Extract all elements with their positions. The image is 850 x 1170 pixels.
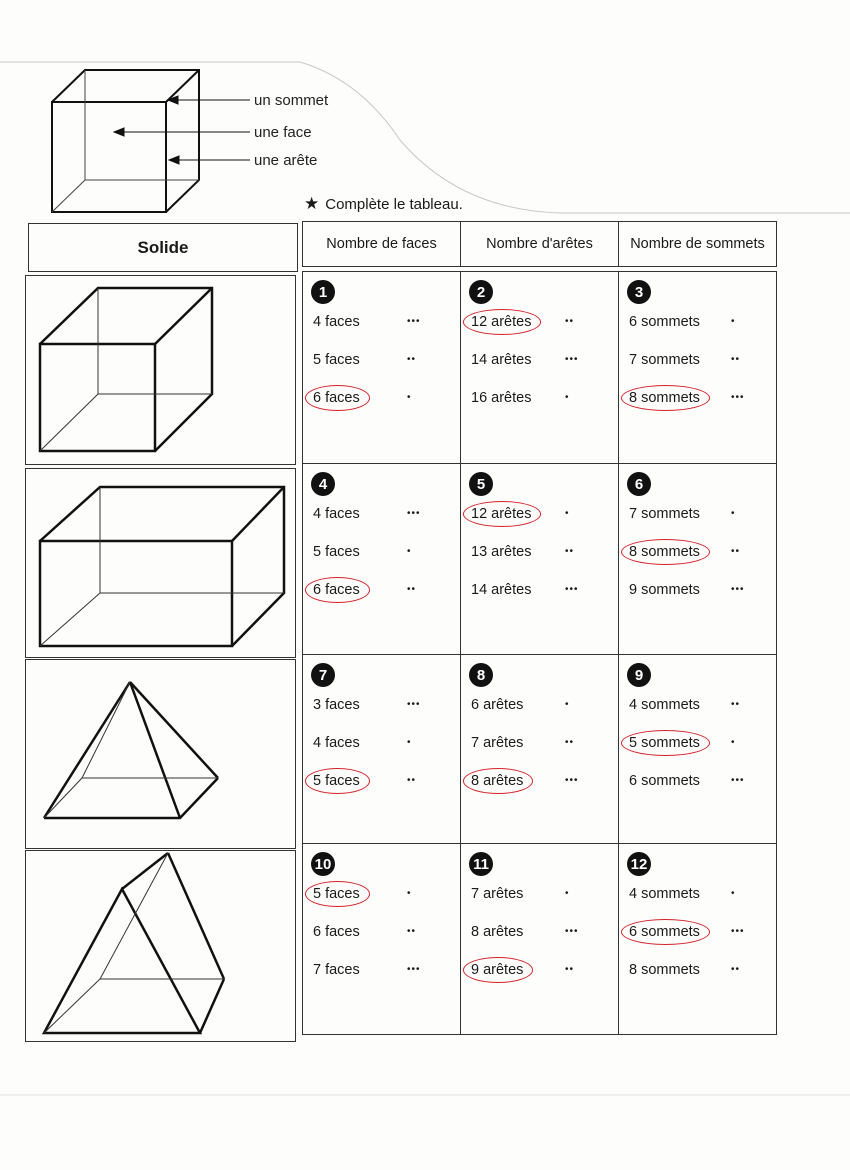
difficulty-dots: ••• bbox=[731, 926, 745, 937]
solid-cell-square-pyramid bbox=[25, 659, 296, 849]
difficulty-dots: ••• bbox=[565, 354, 579, 365]
edges-column-header: Nombre d'arêtes bbox=[460, 222, 618, 266]
legend-cube-icon bbox=[40, 60, 280, 230]
instruction bbox=[304, 194, 463, 214]
difficulty-dots: ••• bbox=[731, 775, 745, 786]
answer-option-circled[interactable] bbox=[311, 579, 459, 601]
difficulty-dots: ••• bbox=[407, 316, 421, 327]
answer-option-label: 6 sommets bbox=[629, 924, 700, 940]
difficulty-dots: •• bbox=[565, 964, 575, 975]
difficulty-dots: • bbox=[407, 737, 412, 748]
answer-option[interactable] bbox=[311, 732, 459, 754]
answer-option-label: 14 arêtes bbox=[471, 352, 532, 368]
answer-option[interactable] bbox=[311, 349, 459, 371]
answer-option[interactable] bbox=[627, 883, 775, 905]
grid-row-2 bbox=[302, 463, 777, 655]
legend-vertex-label: un sommet bbox=[254, 92, 329, 109]
question-cell-edges bbox=[460, 464, 618, 654]
difficulty-dots: •• bbox=[407, 775, 417, 786]
question-number-badge: 1 bbox=[311, 280, 335, 304]
answer-option-label: 6 sommets bbox=[629, 314, 700, 330]
answer-option-label: 5 faces bbox=[313, 886, 360, 902]
difficulty-dots: • bbox=[731, 508, 736, 519]
answer-option[interactable] bbox=[469, 694, 617, 716]
answer-option-circled[interactable] bbox=[627, 732, 775, 754]
question-number-badge: 9 bbox=[627, 663, 651, 687]
answer-option-circled[interactable] bbox=[311, 387, 459, 409]
grid-row-1 bbox=[302, 271, 777, 464]
question-number-badge: 12 bbox=[627, 852, 651, 876]
solid-column-header: Solide bbox=[28, 223, 298, 272]
answer-option[interactable] bbox=[627, 311, 775, 333]
difficulty-dots: •• bbox=[565, 316, 575, 327]
instruction-text: Complète le tableau. bbox=[325, 196, 463, 213]
difficulty-dots: ••• bbox=[565, 775, 579, 786]
answer-option[interactable] bbox=[311, 503, 459, 525]
difficulty-dots: • bbox=[731, 888, 736, 899]
question-number-badge: 4 bbox=[311, 472, 335, 496]
answer-option-label: 16 arêtes bbox=[471, 390, 532, 406]
answer-option[interactable] bbox=[469, 387, 617, 409]
answer-option-circled[interactable] bbox=[469, 770, 617, 792]
question-cell-faces bbox=[303, 844, 460, 1034]
answer-option[interactable] bbox=[627, 579, 775, 601]
answer-option[interactable] bbox=[627, 770, 775, 792]
answer-option[interactable] bbox=[469, 921, 617, 943]
difficulty-dots: ••• bbox=[731, 584, 745, 595]
difficulty-dots: • bbox=[565, 392, 570, 403]
answer-option-label: 7 arêtes bbox=[471, 735, 524, 751]
question-cell-faces bbox=[303, 464, 460, 654]
difficulty-dots: •• bbox=[565, 737, 575, 748]
solid-cell-rectangular-prism bbox=[25, 468, 296, 658]
answer-option-label: 5 sommets bbox=[629, 735, 700, 751]
answer-option-label: 5 faces bbox=[313, 352, 360, 368]
difficulty-dots: ••• bbox=[407, 964, 421, 975]
answer-option[interactable] bbox=[311, 921, 459, 943]
question-number-badge: 5 bbox=[469, 472, 493, 496]
cube-icon bbox=[26, 276, 294, 463]
answer-option-circled[interactable] bbox=[311, 770, 459, 792]
answer-option-label: 9 sommets bbox=[629, 582, 700, 598]
difficulty-dots: ••• bbox=[731, 392, 745, 403]
answer-option-label: 13 arêtes bbox=[471, 544, 532, 560]
answer-option-label: 4 faces bbox=[313, 735, 360, 751]
question-number-badge: 7 bbox=[311, 663, 335, 687]
question-cell-edges bbox=[460, 655, 618, 843]
grid-row-4 bbox=[302, 843, 777, 1035]
answer-option-label: 7 sommets bbox=[629, 506, 700, 522]
answer-option-circled[interactable] bbox=[469, 311, 617, 333]
difficulty-dots: •• bbox=[565, 546, 575, 557]
question-number-badge: 6 bbox=[627, 472, 651, 496]
answer-option-label: 8 sommets bbox=[629, 962, 700, 978]
difficulty-dots: ••• bbox=[407, 508, 421, 519]
question-cell-vertices bbox=[618, 844, 776, 1034]
answer-option[interactable] bbox=[627, 503, 775, 525]
answer-option-label: 3 faces bbox=[313, 697, 360, 713]
answer-option-label: 5 faces bbox=[313, 773, 360, 789]
answer-option-circled[interactable] bbox=[469, 503, 617, 525]
question-cell-vertices bbox=[618, 272, 776, 463]
difficulty-dots: • bbox=[407, 546, 412, 557]
answer-option-label: 14 arêtes bbox=[471, 582, 532, 598]
answer-option[interactable] bbox=[469, 541, 617, 563]
answer-option-label: 8 arêtes bbox=[471, 924, 524, 940]
faces-column-header: Nombre de faces bbox=[326, 236, 437, 252]
question-number-badge: 3 bbox=[627, 280, 651, 304]
answer-option[interactable] bbox=[627, 694, 775, 716]
question-cell-faces bbox=[303, 655, 460, 843]
difficulty-dots: •• bbox=[407, 926, 417, 937]
answer-option[interactable] bbox=[469, 883, 617, 905]
answer-option-label: 4 faces bbox=[313, 314, 360, 330]
difficulty-dots: •• bbox=[407, 354, 417, 365]
difficulty-dots: ••• bbox=[565, 926, 579, 937]
legend-face-label: une face bbox=[254, 124, 312, 141]
question-cell-edges bbox=[460, 272, 618, 463]
legend-edge-label: une arête bbox=[254, 152, 318, 169]
answer-option-label: 4 faces bbox=[313, 506, 360, 522]
answer-option-label: 4 sommets bbox=[629, 697, 700, 713]
rectangular-prism-icon bbox=[26, 469, 294, 656]
answer-option[interactable] bbox=[311, 959, 459, 981]
question-cell-edges bbox=[460, 844, 618, 1034]
star-icon: ★ bbox=[304, 194, 320, 213]
question-cell-vertices bbox=[618, 464, 776, 654]
difficulty-dots: • bbox=[731, 737, 736, 748]
answer-option-label: 9 arêtes bbox=[471, 962, 524, 978]
difficulty-dots: • bbox=[407, 888, 412, 899]
difficulty-dots: • bbox=[731, 316, 736, 327]
answer-option-label: 6 faces bbox=[313, 924, 360, 940]
answer-option-label: 7 sommets bbox=[629, 352, 700, 368]
answer-option-label: 12 arêtes bbox=[471, 506, 532, 522]
answer-option-label: 4 sommets bbox=[629, 886, 700, 902]
answer-option-label: 7 arêtes bbox=[471, 886, 524, 902]
answer-option-label: 6 sommets bbox=[629, 773, 700, 789]
answer-option-label: 5 faces bbox=[313, 544, 360, 560]
difficulty-dots: ••• bbox=[565, 584, 579, 595]
difficulty-dots: • bbox=[407, 392, 412, 403]
answer-option[interactable] bbox=[311, 311, 459, 333]
answer-option-label: 8 arêtes bbox=[471, 773, 524, 789]
question-number-badge: 8 bbox=[469, 663, 493, 687]
question-number-badge: 2 bbox=[469, 280, 493, 304]
question-number-badge: 10 bbox=[311, 852, 335, 876]
answer-option[interactable] bbox=[469, 732, 617, 754]
answer-option-label: 12 arêtes bbox=[471, 314, 532, 330]
question-number-badge: 11 bbox=[469, 852, 493, 876]
answer-option[interactable] bbox=[469, 579, 617, 601]
difficulty-dots: •• bbox=[731, 546, 741, 557]
answer-option-circled[interactable] bbox=[627, 541, 775, 563]
difficulty-dots: • bbox=[565, 699, 570, 710]
square-pyramid-icon bbox=[26, 660, 294, 847]
difficulty-dots: •• bbox=[731, 964, 741, 975]
answer-option[interactable] bbox=[627, 349, 775, 371]
difficulty-dots: • bbox=[565, 508, 570, 519]
difficulty-dots: ••• bbox=[407, 699, 421, 710]
answer-option-circled[interactable] bbox=[627, 387, 775, 409]
answer-option-circled[interactable] bbox=[469, 959, 617, 981]
answer-option[interactable] bbox=[469, 349, 617, 371]
grid-row-3 bbox=[302, 654, 777, 844]
solid-cell-cube bbox=[25, 275, 296, 465]
answer-option-label: 6 faces bbox=[313, 582, 360, 598]
answer-option-circled[interactable] bbox=[311, 883, 459, 905]
answer-option-label: 8 sommets bbox=[629, 544, 700, 560]
answer-option[interactable] bbox=[311, 694, 459, 716]
difficulty-dots: •• bbox=[731, 699, 741, 710]
triangular-prism-icon bbox=[26, 851, 294, 1040]
question-cell-faces bbox=[303, 272, 460, 463]
difficulty-dots: •• bbox=[407, 584, 417, 595]
column-header-row bbox=[302, 221, 777, 267]
answer-option-label: 6 arêtes bbox=[471, 697, 524, 713]
vertices-column-header: Nombre de sommets bbox=[618, 222, 776, 266]
answer-option-label: 7 faces bbox=[313, 962, 360, 978]
difficulty-dots: •• bbox=[731, 354, 741, 365]
difficulty-dots: • bbox=[565, 888, 570, 899]
answer-option-circled[interactable] bbox=[627, 921, 775, 943]
answer-option[interactable] bbox=[627, 959, 775, 981]
solid-cell-triangular-prism bbox=[25, 850, 296, 1042]
answer-option[interactable] bbox=[311, 541, 459, 563]
answer-option-label: 6 faces bbox=[313, 390, 360, 406]
answer-option-label: 8 sommets bbox=[629, 390, 700, 406]
question-cell-vertices bbox=[618, 655, 776, 843]
